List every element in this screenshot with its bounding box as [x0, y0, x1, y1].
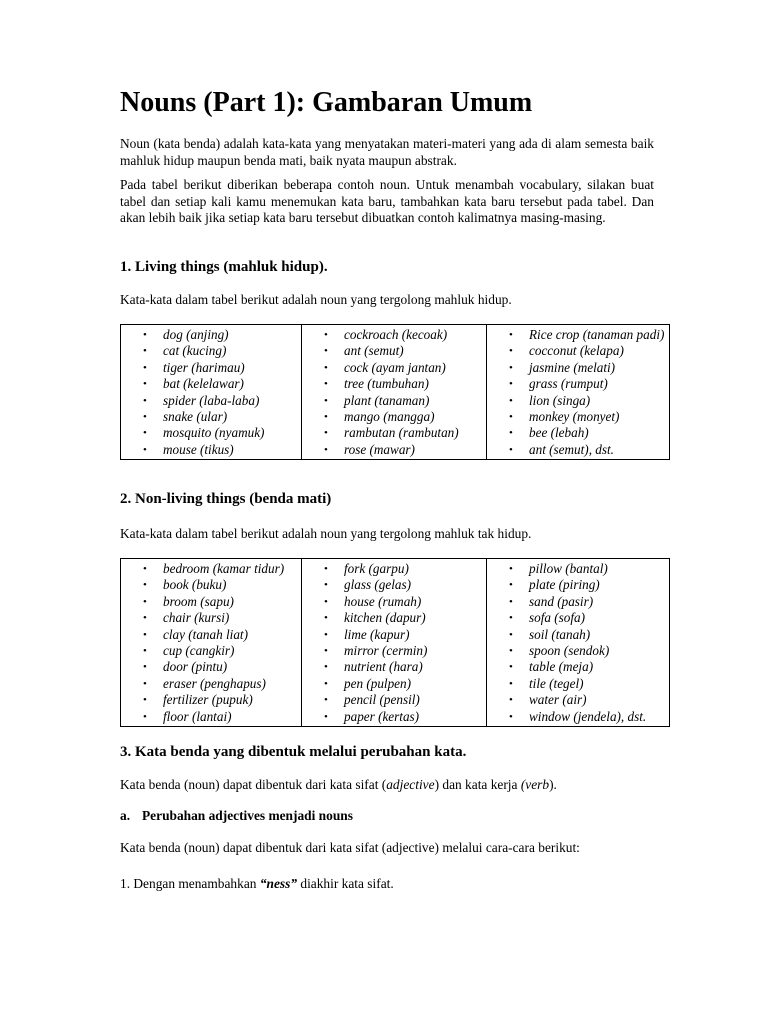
list-item: • pencil (pensil) [304, 692, 484, 708]
list-item: • jasmine (melati) [489, 360, 667, 376]
list-item: • cockroach (kecoak) [304, 327, 484, 343]
intro-text: Kata benda (noun) dapat dibentuk dari kata sifat ( [120, 777, 387, 792]
intro-paragraph-2: Pada tabel berikut diberikan beberapa contoh noun. Untuk menambah vocabulary, silakan buat tabel dan setiap kali kamu menemukan kata baru, tambahkan kata baru tersebut pada tabel. Dan akan lebih baik jika setiap kata baru tersebut dibuatkan contoh kalimatnya masing-masing. [120, 177, 654, 226]
word-list [123, 561, 299, 725]
list-item: • book (buku) [123, 577, 299, 593]
non-living-intro: Kata-kata dalam tabel berikut adalah noun yang tergolong mahluk tak hidup. [120, 526, 532, 541]
list-item: • plate (piring) [489, 577, 667, 593]
verb-term: (verb [520, 777, 550, 792]
word-list [489, 327, 667, 458]
table-cell [302, 559, 487, 727]
list-item: • fork (garpu) [304, 561, 484, 577]
list-item: • broom (sapu) [123, 594, 299, 610]
adjective-term: adjective [386, 777, 435, 792]
word-list [304, 327, 484, 458]
list-item: • chair (kursi) [123, 610, 299, 626]
intro-paragraph-1: Noun (kata benda) adalah kata-kata yang menyatakan materi-materi yang ada di alam semesta baik mahluk hidup maupun benda mati, baik nyata maupun abstrak. [120, 136, 654, 168]
list-item: • spider (laba-laba) [123, 393, 299, 409]
list-item: • snake (ular) [123, 409, 299, 425]
list-item: • kitchen (dapur) [304, 610, 484, 626]
intro-text: ) dan kata kerja [434, 777, 521, 792]
list-item: • cock (ayam jantan) [304, 360, 484, 376]
list-item: • grass (rumput) [489, 376, 667, 392]
heading-non-living-things: 2. Non-living things (benda mati) [120, 491, 332, 507]
list-item: • tiger (harimau) [123, 360, 299, 376]
list-item: • dog (anjing) [123, 327, 299, 343]
list-item: • mirror (cermin) [304, 643, 484, 659]
table-cell [302, 325, 487, 460]
list-item: • rambutan (rambutan) [304, 425, 484, 441]
living-things-table [120, 324, 670, 460]
list-item: • eraser (penghapus) [123, 676, 299, 692]
adjectives-intro: Kata benda (noun) dapat dibentuk dari kata sifat (adjective) melalui cara-cara berikut: [120, 840, 580, 855]
list-item: • mosquito (nyamuk) [123, 425, 299, 441]
page-title: Nouns (Part 1): Gambaran Umum [120, 87, 533, 118]
table-cell [487, 325, 670, 460]
list-item: • cat (kucing) [123, 343, 299, 359]
list-item: • fertilizer (pupuk) [123, 692, 299, 708]
list-item: • tile (tegel) [489, 676, 667, 692]
table-cell [121, 559, 302, 727]
list-item: • ant (semut), dst. [489, 442, 667, 458]
word-list [489, 561, 667, 725]
table-cell [487, 559, 670, 727]
list-item: • plant (tanaman) [304, 393, 484, 409]
step-text: 1. Dengan menambahkan [120, 876, 260, 891]
list-item: • table (meja) [489, 659, 667, 675]
heading-living-things: 1. Living things (mahluk hidup). [120, 259, 328, 275]
list-item: • pillow (bantal) [489, 561, 667, 577]
list-item: • bedroom (kamar tidur) [123, 561, 299, 577]
subheading-text: Perubahan adjectives menjadi nouns [142, 808, 353, 823]
intro-text: ). [549, 777, 557, 792]
list-item: • lion (singa) [489, 393, 667, 409]
list-item: • tree (tumbuhan) [304, 376, 484, 392]
list-item: • sofa (sofa) [489, 610, 667, 626]
ness-suffix: “ness” [259, 876, 298, 891]
list-item: • paper (kertas) [304, 709, 484, 725]
list-item: • spoon (sendok) [489, 643, 667, 659]
subheading-adjectives-to-nouns [120, 808, 353, 824]
list-item: • door (pintu) [123, 659, 299, 675]
list-item: • bee (lebah) [489, 425, 667, 441]
list-item: • clay (tanah liat) [123, 627, 299, 643]
list-item: • rose (mawar) [304, 442, 484, 458]
list-item: • bat (kelelawar) [123, 376, 299, 392]
subheading-marker: a. [120, 808, 131, 823]
list-item: • mango (mangga) [304, 409, 484, 425]
list-item: • water (air) [489, 692, 667, 708]
table-row [121, 559, 670, 727]
word-formation-intro [120, 777, 557, 793]
non-living-things-table [120, 558, 670, 727]
list-item: • floor (lantai) [123, 709, 299, 725]
step-1 [120, 876, 394, 892]
list-item: • window (jendela), dst. [489, 709, 667, 725]
word-list [123, 327, 299, 458]
word-list [304, 561, 484, 725]
list-item: • cocconut (kelapa) [489, 343, 667, 359]
list-item: • nutrient (hara) [304, 659, 484, 675]
list-item: • sand (pasir) [489, 594, 667, 610]
list-item: • lime (kapur) [304, 627, 484, 643]
table-cell [121, 325, 302, 460]
list-item: • glass (gelas) [304, 577, 484, 593]
list-item: • ant (semut) [304, 343, 484, 359]
list-item: • pen (pulpen) [304, 676, 484, 692]
list-item: • mouse (tikus) [123, 442, 299, 458]
list-item: • monkey (monyet) [489, 409, 667, 425]
list-item: • cup (cangkir) [123, 643, 299, 659]
heading-word-formation: 3. Kata benda yang dibentuk melalui perubahan kata. [120, 744, 467, 760]
living-intro: Kata-kata dalam tabel berikut adalah noun yang tergolong mahluk hidup. [120, 292, 512, 307]
list-item: • Rice crop (tanaman padi) [489, 327, 667, 343]
list-item: • soil (tanah) [489, 627, 667, 643]
list-item: • house (rumah) [304, 594, 484, 610]
table-row [121, 325, 670, 460]
step-text: diakhir kata sifat. [297, 876, 394, 891]
